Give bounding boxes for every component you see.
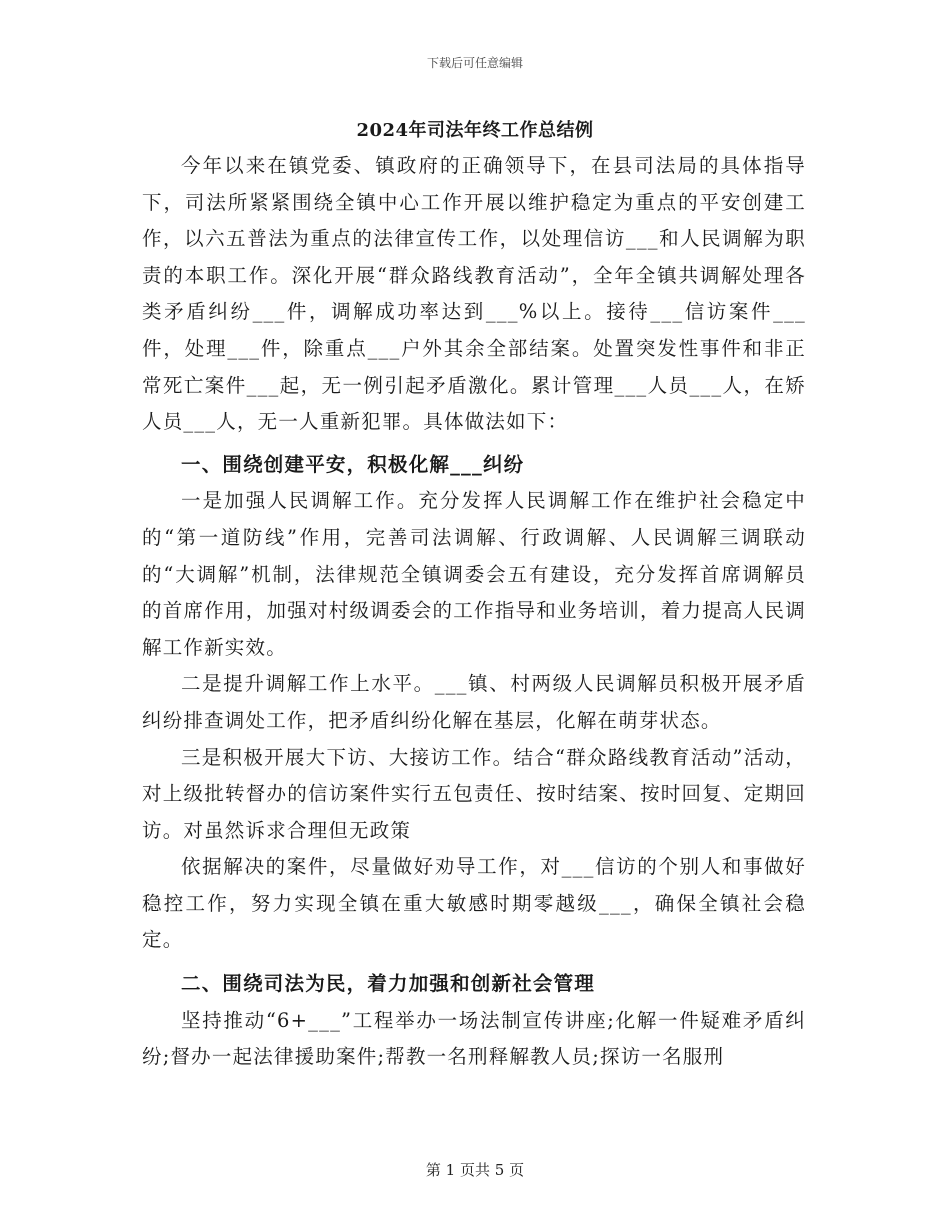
section-2-paragraph-1: 坚持推动“6+___”工程举办一场法制宣传讲座;化解一件疑难矛盾纠纷;督办一起法律援助案件;帮教一名刑释解教人员;探访一名服刑 xyxy=(142,1008,806,1069)
section-1-paragraph-2: 二是提升调解工作上水平。___镇、村两级人民调解员积极开展矛盾纠纷排查调处工作，把矛盾纠纷化解在基层，化解在萌芽状态。 xyxy=(142,672,806,732)
section-1-paragraph-3: 三是积极开展大下访、大接访工作。结合“群众路线教育活动”活动，对上级批转督办的信访案件实行五包责任、按时结案、按时回复、定期回访。对虽然诉求合理但无政策 xyxy=(142,745,806,842)
section-1-paragraph-1: 一是加强人民调解工作。充分发挥人民调解工作在维护社会稳定中的“第一道防线”作用，完善司法调解、行政调解、人民调解三调联动的“大调解”机制，法律规范全镇调委会五有建设，充分发挥首席调解员的首席作用，加强对村级调委会的工作指导和业务培训，着力提高人民调解工作新实效。 xyxy=(142,489,806,659)
document-title: 2024年司法年终工作总结例 xyxy=(356,120,594,141)
page-header-note: 下载后可任意编辑 xyxy=(426,56,523,70)
page-number: 第 1 页共 5 页 xyxy=(425,1161,525,1179)
section-1-paragraph-4: 依据解决的案件，尽量做好劝导工作，对___信访的个别人和事做好稳控工作，努力实现全镇在重大敏感时期零越级___，确保全镇社会稳定。 xyxy=(142,855,806,952)
intro-paragraph: 今年以来在镇党委、镇政府的正确领导下，在县司法局的具体指导下，司法所紧紧围绕全镇中心工作开展以维护稳定为重点的平安创建工作，以六五普法为重点的法律宣传工作，以处理信访___和人民调解为职责的本职工作。深化开展“群众路线教育活动”，全年全镇共调解处理各类矛盾纠纷___件，调解成功率达到___%以上。接待___信访案件___件，处理___件，除重点___户外其余全部结案。处置突发性事件和非正常死亡案件___起，无一例引起矛盾激化。累计管理___人员___人，在矫人员___人，无一人重新犯罪。具体做法如下： xyxy=(142,154,806,434)
section-2-heading: 二、围绕司法为民，着力加强和创新社会管理 xyxy=(181,972,596,996)
section-1-heading: 一、围绕创建平安，积极化解___纠纷 xyxy=(181,452,525,476)
document-body xyxy=(142,148,806,1076)
